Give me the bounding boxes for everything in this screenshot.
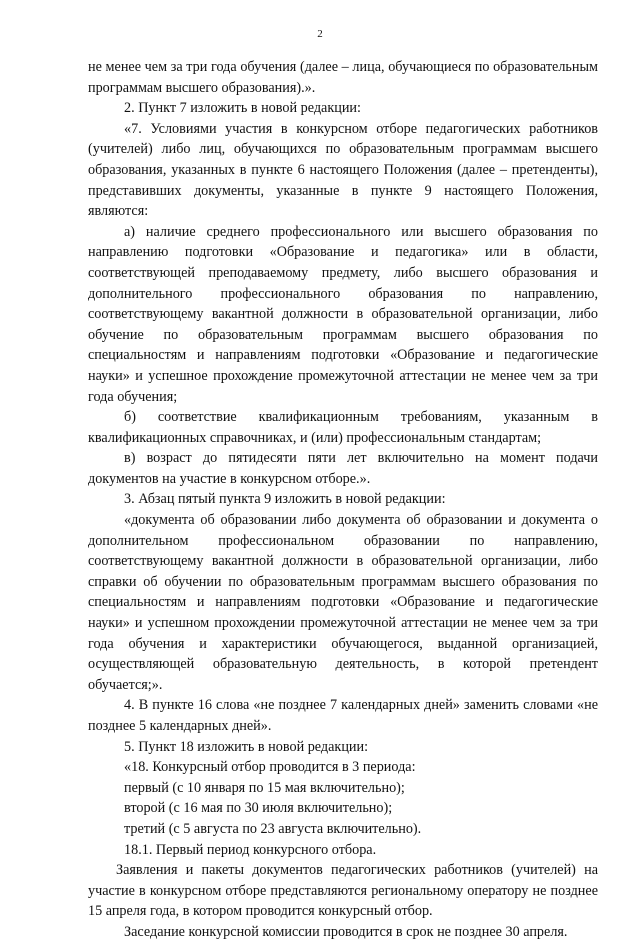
paragraph-continuation: не менее чем за три года обучения (далее – лица, обучающиеся по образовательным программам высшего образования).».: [88, 59, 598, 96]
clause-18-1-commission-meeting: Заседание конкурсной комиссии проводится в срок не позднее 30 апреля.: [124, 923, 568, 940]
amendment-item-3: 3. Абзац пятый пункта 9 изложить в новой редакции:: [124, 491, 446, 508]
clause-9-paragraph-5: «документа об образовании либо документа об образовании и документа о дополнительном профессиональном образовании по направлению, соответствующему вакантной должности в образовательной организации, либо справки об обучении по образовательным программам высшего образования по специальностям и направлениям подготовки «Образование и педагогические науки» и успешном прохождении промежуточной аттестации не менее чем за три года обучения и характеристики обучающегося, выданной организацией, осуществляющей образовательную деятельность, в которой претендент обучается;».: [88, 512, 598, 693]
amendment-item-2: 2. Пункт 7 изложить в новой редакции:: [124, 100, 361, 117]
clause-7-subitem-b: б) соответствие квалификационным требованиям, указанным в квалификационных справочниках, и (или) профессиональным стандартам;: [88, 409, 598, 446]
clause-18-1-heading: 18.1. Первый период конкурсного отбора.: [124, 841, 377, 858]
clause-18-text: «18. Конкурсный отбор проводится в 3 периода:: [124, 759, 416, 776]
clause-7-subitem-a: а) наличие среднего профессионального или высшего образования по направлению подготовки «Образование и педагогика» или в области, соответствующей преподаваемому предмету, либо высшего образования и дополнительного профессионального образования по направлению, соответствующему вакантной должности в образовательной организации, либо обучение по образовательным программам высшего образования по специальностям и направлениям подготовки «Образование и педагогические науки» и успешное прохождение промежуточной аттестации не менее чем за три года обучения;: [88, 223, 598, 405]
document-body: [88, 57, 598, 943]
clause-7-subitem-c: в) возраст до пятидесяти пяти лет включительно на момент подачи документов на участие в конкурсном отборе.».: [88, 450, 598, 487]
clause-18-1-applications: Заявления и пакеты документов педагогических работников (учителей) на участие в конкурсном отборе представляются региональному оператору не позднее 15 апреля года, в котором проводится конкурсный отбор.: [88, 862, 598, 920]
period-second: второй (с 16 мая по 30 июля включительно);: [124, 800, 393, 817]
amendment-item-4: 4. В пункте 16 слова «не позднее 7 календарных дней» заменить словами «не позднее 5 календарных дней».: [88, 697, 598, 734]
clause-7-text: «7. Условиями участия в конкурсном отборе педагогических работников (учителей) либо лиц, обучающихся по образовательным программам высшего образования, указанных в пункте 6 настоящего Положения (далее – претенденты), представивших документы, указанные в пункте 9 настоящего Положения, являются:: [88, 120, 598, 220]
period-third: третий (с 5 августа по 23 августа включительно).: [124, 820, 422, 837]
page-number: 2: [317, 28, 323, 40]
amendment-item-5: 5. Пункт 18 изложить в новой редакции:: [124, 738, 369, 755]
period-first: первый (с 10 января по 15 мая включительно);: [124, 779, 405, 796]
